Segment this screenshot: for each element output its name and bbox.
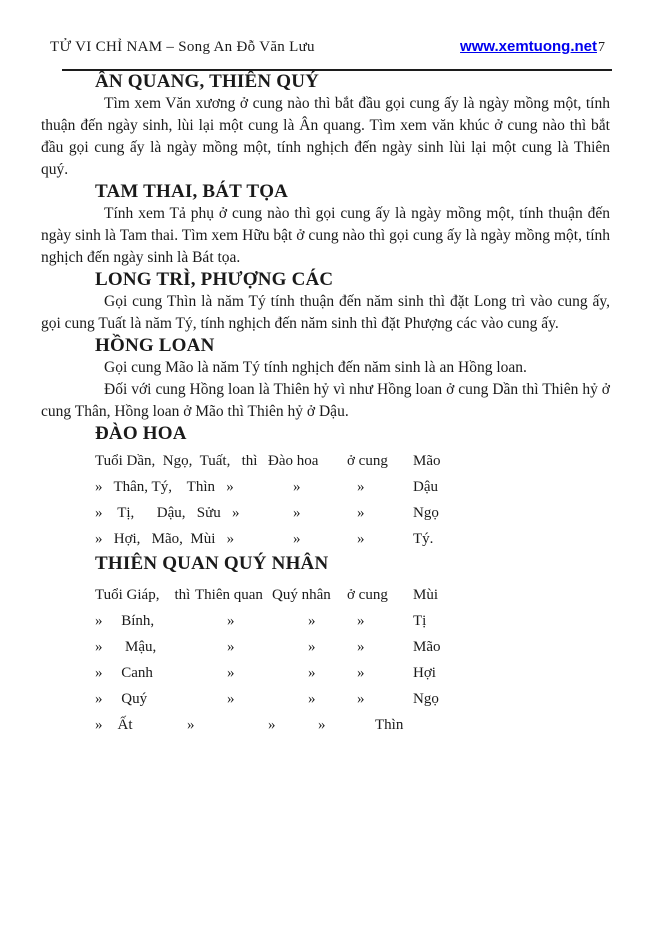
- dao-hoa-table: [95, 449, 610, 553]
- table-cell: Mão: [413, 453, 441, 469]
- table-cell: Mùi: [413, 587, 439, 603]
- table-cell: Quý nhân: [272, 587, 331, 603]
- table-cell: »: [293, 479, 301, 495]
- table-cell: »: [293, 531, 301, 547]
- table-cell: »: [227, 665, 235, 681]
- table-cell: » Tị, Dậu, Sửu »: [95, 505, 240, 521]
- table-row: [95, 687, 610, 713]
- section-paragraph: Gọi cung Mão là năm Tý tính nghịch đến năm sinh là an Hồng loan.: [104, 359, 527, 376]
- table-row: [95, 475, 610, 501]
- website-link[interactable]: www.xemtuong.net: [460, 38, 597, 55]
- table-cell: »: [308, 665, 316, 681]
- section-heading-long-tri: LONG TRÌ, PHƯỢNG CÁC: [95, 269, 334, 290]
- table-cell: ở cung: [347, 453, 388, 469]
- table-cell: »: [318, 717, 326, 733]
- table-cell: »: [357, 479, 365, 495]
- table-cell: » Canh: [95, 665, 153, 681]
- table-cell: »: [227, 691, 235, 707]
- document-title: TỬ VI CHỈ NAM – Song An Đỗ Văn Lưu: [50, 39, 315, 55]
- page-number: 7: [598, 40, 605, 55]
- table-row: [95, 713, 610, 739]
- table-row: [95, 527, 610, 553]
- table-row: [95, 449, 610, 475]
- section-heading-hong-loan: HỒNG LOAN: [95, 335, 215, 356]
- table-cell: Dậu: [413, 479, 438, 495]
- table-cell: »: [268, 717, 276, 733]
- table-cell: »: [308, 613, 316, 629]
- table-cell: »: [293, 505, 301, 521]
- section-heading-tam-thai: TAM THAI, BÁT TỌA: [95, 181, 289, 202]
- table-row: [95, 635, 610, 661]
- table-cell: »: [357, 691, 365, 707]
- table-cell: » Ất: [95, 717, 133, 733]
- table-cell: »: [357, 531, 365, 547]
- table-cell: » Hợi, Mão, Mùi »: [95, 531, 235, 547]
- table-cell: Thìn: [375, 717, 404, 733]
- table-cell: »: [187, 717, 195, 733]
- table-cell: » Bính,: [95, 613, 155, 629]
- table-cell: » Quý: [95, 691, 148, 707]
- table-cell: »: [357, 505, 365, 521]
- table-cell: Mão: [413, 639, 441, 655]
- section-heading-an-quang: ÂN QUANG, THIÊN QUÝ: [95, 71, 320, 92]
- table-row: [95, 583, 610, 609]
- section-paragraph: Tìm xem Văn xương ở cung nào thì bắt đầu gọi cung ấy là ngày mồng một, tính thuận đến ngày sinh, lùi lại một cung là Ân quang. Tìm xem văn khúc ở cung nào thì bắt đầu gọi cung ấy là ngày mồng một, tính nghịch đến ngày sinh lùi lại một cung là Thiên quý.: [41, 95, 610, 178]
- header-right-group: [460, 38, 605, 56]
- table-cell: Tuổi Giáp, thì: [95, 587, 191, 603]
- section-paragraph: Gọi cung Thìn là năm Tý tính thuận đến năm sinh thì đặt Long trì vào cung ấy, gọi cung Tuất là năm Tý, tính nghịch đến năm sinh thì đặt Phượng các vào cung ấy.: [41, 293, 610, 332]
- table-cell: »: [357, 613, 365, 629]
- table-row: [95, 609, 610, 635]
- section-heading-dao-hoa: ĐÀO HOA: [95, 423, 187, 444]
- table-cell: »: [227, 613, 235, 629]
- table-cell: Tý.: [413, 531, 434, 547]
- thien-quan-table: [95, 583, 610, 739]
- section-paragraph: Đối với cung Hồng loan là Thiên hỷ vì như Hồng loan ở cung Dần thì Thiên hỷ ở cung Thân, Hồng loan ở Mão thì Thiên hỷ ở Dậu.: [41, 381, 610, 420]
- table-row: [95, 501, 610, 527]
- table-cell: Tị: [413, 613, 427, 629]
- table-cell: »: [308, 691, 316, 707]
- table-cell: »: [357, 665, 365, 681]
- table-cell: »: [227, 639, 235, 655]
- table-cell: ở cung: [347, 587, 388, 603]
- table-cell: » Thân, Tý, Thìn »: [95, 479, 234, 495]
- table-cell: Thiên quan: [195, 587, 263, 603]
- table-cell: Ngọ: [413, 691, 439, 707]
- page-header: [50, 38, 605, 56]
- table-cell: » Mậu,: [95, 639, 157, 655]
- table-cell: »: [357, 639, 365, 655]
- table-cell: Tuổi Dần, Ngọ, Tuất, thì: [95, 453, 258, 469]
- section-heading-thien-quan: THIÊN QUAN QUÝ NHÂN: [95, 553, 329, 574]
- table-cell: Hợi: [413, 665, 436, 681]
- table-cell: Ngọ: [413, 505, 439, 521]
- table-cell: Đào hoa: [268, 453, 319, 469]
- section-paragraph: Tính xem Tả phụ ở cung nào thì gọi cung ấy là ngày mồng một, tính thuận đến ngày sinh là Tam thai. Tìm xem Hữu bật ở cung nào thì gọi cung ấy là ngày mồng một, tính nghịch đến ngày sinh là Bát tọa.: [41, 205, 610, 266]
- table-cell: »: [308, 639, 316, 655]
- table-row: [95, 661, 610, 687]
